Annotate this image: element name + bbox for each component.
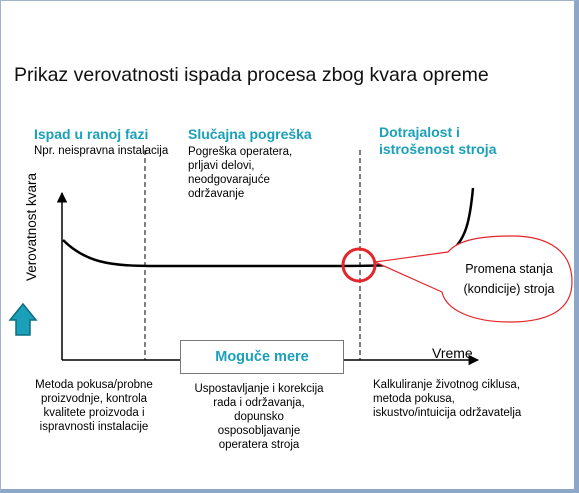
x-axis-label: Vreme <box>432 345 473 361</box>
phase-early-note: Npr. neispravna instalacija <box>34 145 169 157</box>
phase-random-note: Pogreška operatera, prljavi delovi, neodgovarajuće održavanje <box>188 146 293 200</box>
measure-early: Metoda pokusa/probne proizvodnje, kontrola kvalitete proizvoda i ispravnosti instalacije <box>35 379 153 433</box>
possible-measures-box <box>180 340 344 374</box>
phase-early-title: Ispad u ranoj fazi <box>34 126 149 142</box>
up-arrow-icon <box>10 304 36 335</box>
possible-measures-label: Moguče mere <box>215 349 309 365</box>
measure-wearout: Kalkuliranje životnog ciklusa, metoda pokusa, iskustvo/intuicija održavatelja <box>373 379 522 419</box>
callout-text: Promena stanja (kondicije) stroja <box>463 262 555 296</box>
phase-wearout-title: Dotrajalost i istrošenost stroja <box>379 124 497 157</box>
phase-random-title: Slučajna pogreška <box>188 126 312 142</box>
page-title: Prikaz verovatnosti ispada procesa zbog kvara opreme <box>14 64 489 86</box>
y-axis-label: Verovatnost kvara <box>24 172 39 282</box>
measure-random: Uspostavljanje i korekcija rada i održavanja, dopunsko osposobljavanje operatera stroja <box>194 383 324 451</box>
